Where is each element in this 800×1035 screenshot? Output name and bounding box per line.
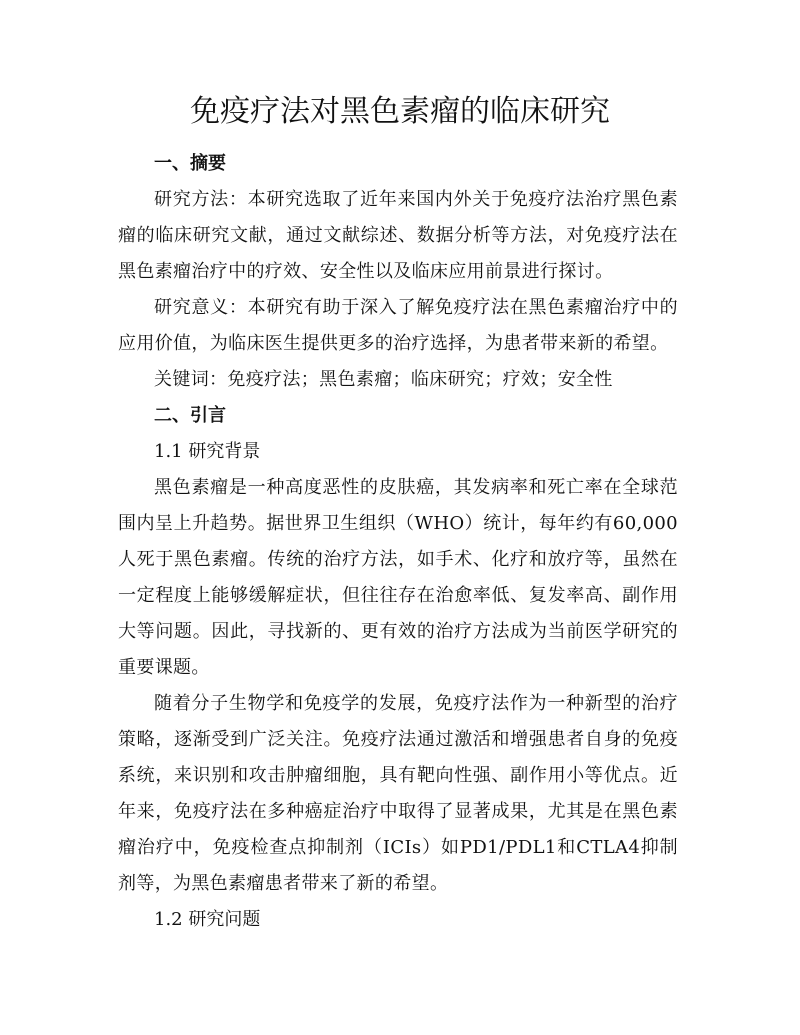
paper-title: 免疫疗法对黑色素瘤的临床研究 <box>190 94 610 129</box>
section-heading-introduction: 二、引言 <box>154 405 226 426</box>
abstract-significance-paragraph: 研究意义：本研究有助于深入了解免疫疗法在黑色素瘤治疗中的应用价值，为临床医生提供更多的治疗选择，为患者带来新的希望。 <box>118 297 678 354</box>
keywords-line: 关键词：免疫疗法；黑色素瘤；临床研究；疗效；安全性 <box>154 369 613 390</box>
background-paragraph-1: 黑色素瘤是一种高度恶性的皮肤癌，其发病率和死亡率在全球范围内呈上升趋势。据世界卫生组织（WHO）统计，每年约有60,000人死于黑色素瘤。传统的治疗方法，如手术、化疗和放疗等，虽然在一定程度上能够缓解症状，但往往存在治愈率低、复发率高、副作用大等问题。因此，寻找新的、更有效的治疗方法成为当前医学研究的重要课题。 <box>118 477 678 678</box>
background-paragraph-2: 随着分子生物学和免疫学的发展，免疫疗法作为一种新型的治疗策略，逐渐受到广泛关注。免疫疗法通过激活和增强患者自身的免疫系统，来识别和攻击肿瘤细胞，具有靶向性强、副作用小等优点。近年来，免疫疗法在多种癌症治疗中取得了显著成果，尤其是在黑色素瘤治疗中，免疫检查点抑制剂（ICIs）如PD1/PDL1和CTLA4抑制剂等，为黑色素瘤患者带来了新的希望。 <box>118 693 678 894</box>
section-heading-abstract: 一、摘要 <box>154 153 226 174</box>
subsection-heading-research-question: 1.2 研究问题 <box>154 909 261 930</box>
subsection-heading-background: 1.1 研究背景 <box>154 441 261 462</box>
paper-body <box>118 146 678 938</box>
abstract-methods-paragraph: 研究方法：本研究选取了近年来国内外关于免疫疗法治疗黑色素瘤的临床研究文献，通过文献综述、数据分析等方法，对免疫疗法在黑色素瘤治疗中的疗效、安全性以及临床应用前景进行探讨。 <box>118 189 678 282</box>
